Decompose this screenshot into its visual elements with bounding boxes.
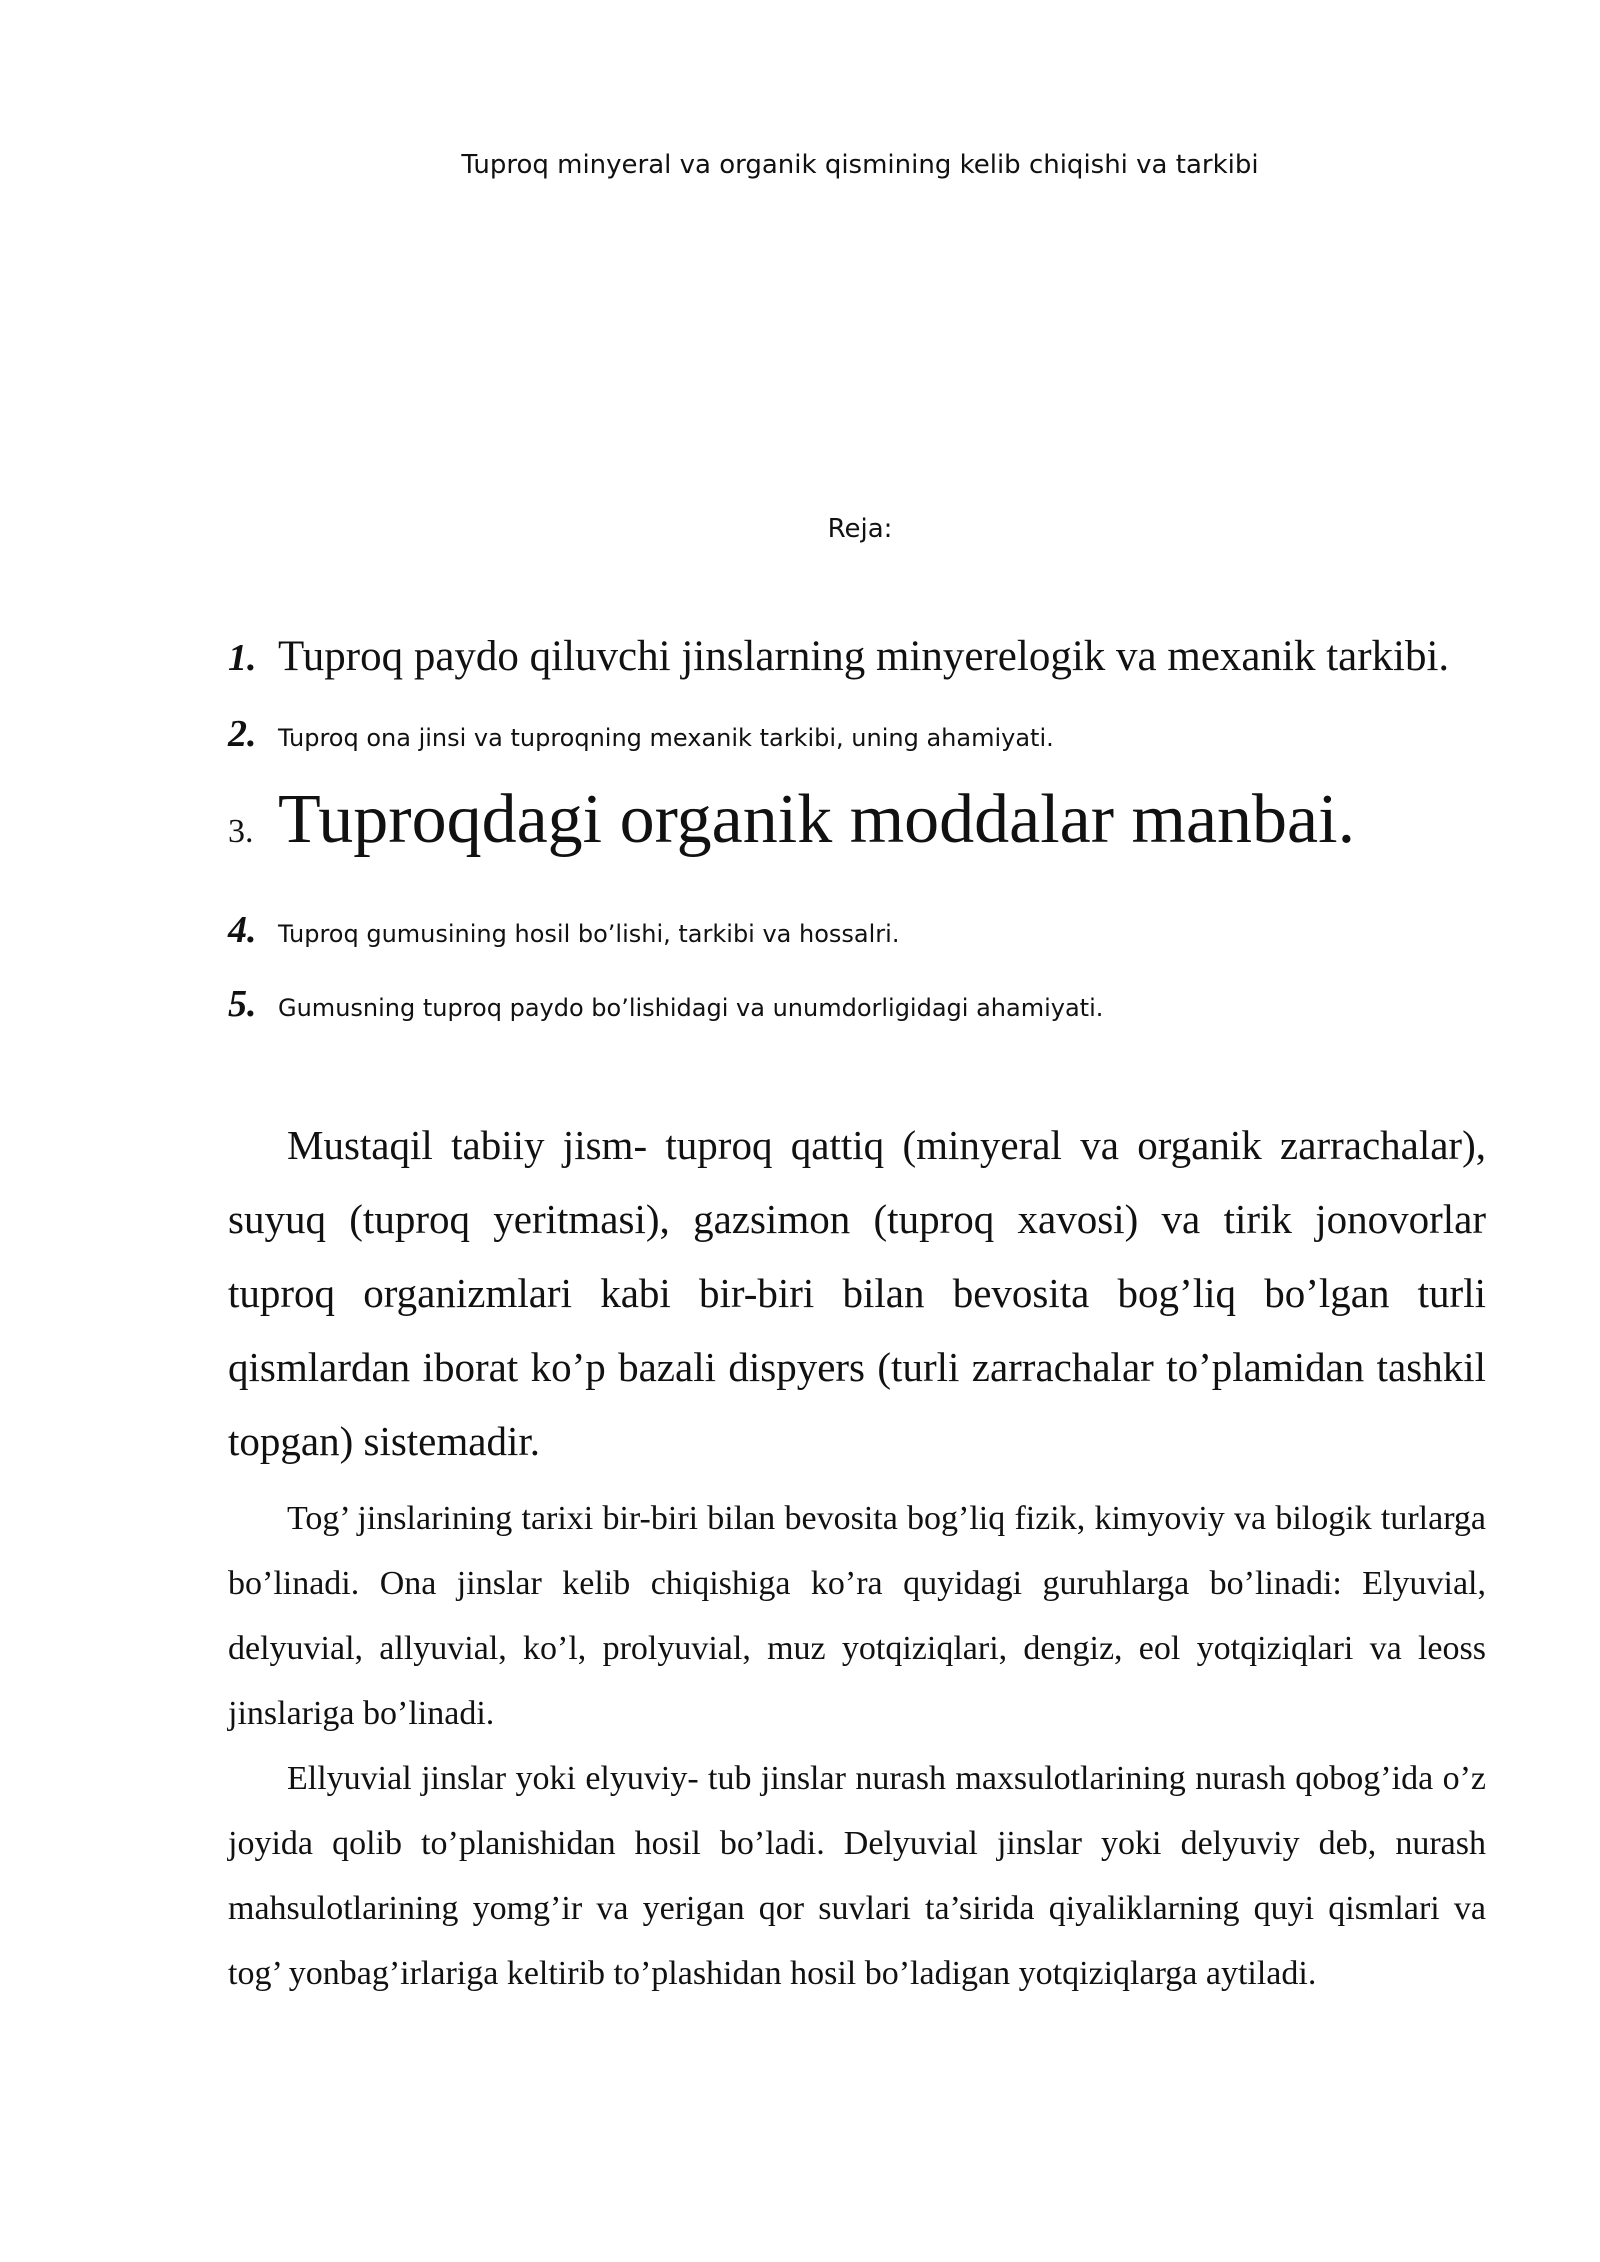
- plan-item-number: 5.: [228, 983, 257, 1025]
- plan-item-text: Tuproqdagi organik moddalar manbai.: [278, 781, 1356, 858]
- plan-item-number: 3.: [228, 813, 254, 850]
- plan-heading: Reja:: [827, 514, 893, 544]
- plan-item-4: [228, 908, 1528, 952]
- plan-item-text: Tuproq gumusining hosil bo’lishi, tarkibi va hossalri.: [278, 920, 900, 948]
- plan-item-number: 2.: [228, 713, 257, 755]
- plan-item-3: [228, 780, 1528, 860]
- plan-item-text: Tuproq ona jinsi va tuproqning mexanik tarkibi, uning ahamiyati.: [278, 724, 1054, 752]
- document-title: [0, 150, 1600, 180]
- plan-item-number: 1.: [228, 637, 257, 679]
- plan-item-number: 4.: [228, 909, 257, 951]
- body-paragraph-1: Mustaqil tabiiy jism- tuproq qattiq (minyeral va organik zarrachalar), suyuq (tuproq yeritmasi), gazsimon (tuproq xavosi) va tirik jonovorlar tuproq organizmlari kabi bir-biri bilan bevosita bog’liq bo’lgan turli qismlardan iborat ko’p bazali dispyers (turli zarrachalar to’plamidan tashkil topgan) sistemadir.: [228, 1122, 1486, 1464]
- body-paragraph-3: Ellyuvial jinslar yoki elyuviy- tub jinslar nurash maxsulotlarining nurash qobog’ida o’z joyida qolib to’planishidan hosil bo’ladi. Delyuvial jinslar yoki delyuviy deb, nurash mahsulotlarining yomg’ir va yerigan qor suvlari ta’sirida qiyaliklarning quyi qismlari va tog’ yonbag’irlariga keltirib to’plashidan hosil bo’ladigan yotqiziqlarga aytiladi.: [228, 1760, 1486, 1992]
- plan-item-text: Tuproq paydo qiluvchi jinslarning minyerelogik va mexanik tarkibi.: [278, 633, 1450, 680]
- body-paragraph-2: Tog’ jinslarining tarixi bir-biri bilan bevosita bog’liq fizik, kimyoviy va bilogik turlarga bo’linadi. Ona jinslar kelib chiqishiga ko’ra quyidagi guruhlarga bo’linadi: Elyuvial, delyuvial, allyuvial, ko’l, prolyuvial, muz yotqiziqlari, dengiz, eol yotqiziqlari va leoss jinslariga bo’linadi.: [228, 1500, 1486, 1732]
- document-title-text: Tuproq minyeral va organik qismining kelib chiqishi va tarkibi: [461, 150, 1259, 180]
- plan-item-1: [228, 632, 1528, 681]
- plan-item-2: [228, 712, 1528, 756]
- plan-item-text: Gumusning tuproq paydo bo’lishidagi va unumdorligidagi ahamiyati.: [278, 994, 1104, 1022]
- plan-item-5: [228, 982, 1528, 1026]
